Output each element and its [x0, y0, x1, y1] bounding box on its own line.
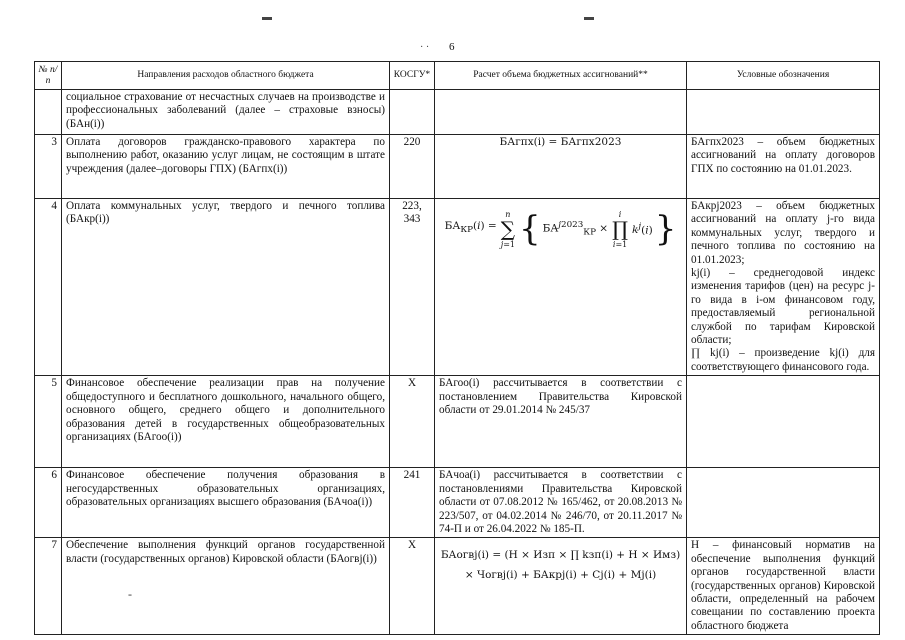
- row-calculation: БАчоа(i) рассчитывается в соответствии с постановлениями Правительства Кировской области от 07.08.2012 № 165/462, от 20.08.2013 № 223/507, от 04.02.2014 № 246/70, от 20.11.2017 № 74-П и от 26.04.2022 № 185-П.: [435, 468, 687, 538]
- scan-artifact: ▬: [584, 12, 594, 23]
- row-designations: [687, 90, 880, 135]
- table-row: [35, 538, 880, 635]
- row-direction: Обеспечение выполнения функций органов государственной власти (государственных органов) Кировской области (БАогвj(i)): [62, 538, 390, 635]
- row-calculation: [435, 90, 687, 135]
- row-number: 4: [35, 199, 62, 376]
- row-calculation: БАгоо(i) рассчитывается в соответствии с постановлением Правительства Кировской области от 29.01.2014 № 245/37: [435, 376, 687, 468]
- row-designations: Н – финансовый норматив на обеспечение выполнения функций органов государственной власти (государственных органов) Кировской области, определенный на рабочем совещании по составлению проекта областного бюджета: [687, 538, 880, 635]
- row-designations: [687, 376, 880, 468]
- header-direction: Направления расходов областного бюджета: [62, 62, 390, 90]
- scan-artifact: · ·: [420, 42, 430, 53]
- row-designations: [687, 468, 880, 538]
- row-direction: Оплата договоров гражданско-правового характера по выполнению работ, оказанию услуг лицам, не состоящим в штате учреждения (далее–договоры ГПХ) (БАгпх(i)): [62, 135, 390, 199]
- designation-item: ∏ kj(i) – произведение kj(i) для соответствующего финансового года.: [691, 347, 875, 373]
- table-row: [35, 199, 880, 376]
- designation-item: БАкрj2023 – объем бюджетных ассигнований на оплату j-го вида коммунальных услуг, твердого и печного топлива по состоянию на 01.01.2023;: [691, 200, 875, 266]
- table-row: [35, 90, 880, 135]
- scan-artifact: ▬: [262, 12, 272, 23]
- scan-artifact: -: [128, 587, 132, 601]
- row-designations: БАгпх2023 – объем бюджетных ассигнований на оплату договоров ГПХ по состоянию на 01.01.2023.: [687, 135, 880, 199]
- table-row: [35, 468, 880, 538]
- gph-formula: БАгпх(i) = БАгпх2023: [499, 136, 622, 148]
- organs-formula-line-2: × Чогвj(i) + БАкрj(i) + Сj(i) + Мj(i): [464, 568, 657, 581]
- row-calculation: [435, 199, 687, 376]
- row-number: [35, 90, 62, 135]
- row-number: 3: [35, 135, 62, 199]
- table-row: [35, 376, 880, 468]
- row-calculation: [435, 135, 687, 199]
- row-direction: социальное страхование от несчастных случаев на производстве и профессиональных заболеваний (далее – страховые взносы) (БАн(i)): [62, 90, 390, 135]
- header-kosgu: КОСГУ*: [390, 62, 435, 90]
- page-number: 6: [449, 41, 455, 53]
- row-kosgu: Х: [390, 538, 435, 635]
- row-kosgu: 241: [390, 468, 435, 538]
- header-number: № п/п: [35, 62, 62, 90]
- organs-formula-line-1: БАогвj(i) = (Н × Изп × ∏ kзп(i) + Н × Имз): [440, 549, 681, 562]
- row-kosgu: [390, 90, 435, 135]
- row-direction: Оплата коммунальных услуг, твердого и печного топлива (БАкр(i)): [62, 199, 390, 376]
- table-header-row: [35, 62, 880, 90]
- row-designations: [687, 199, 880, 376]
- utilities-formula: $БА_{КР}(i)$ = n ∑ j=1 { $БА^{j2023}_{КР}$ × i ∏ i=1 $k^j(i)$ }: [444, 209, 677, 249]
- row-direction: Финансовое обеспечение получения образования в негосударственных образовательных организациях, образовательных организациях высшего образования (БАчоа(i)): [62, 468, 390, 538]
- row-number: 5: [35, 376, 62, 468]
- row-number: 6: [35, 468, 62, 538]
- row-kosgu: Х: [390, 376, 435, 468]
- budget-table: [34, 61, 880, 635]
- row-direction: Финансовое обеспечение реализации прав на получение общедоступного и бесплатного дошкольного, начального общего, основного общего, среднего общего и дополнительного образования детей в государственных общеобразовательных организациях (БАгоо(i)): [62, 376, 390, 468]
- row-kosgu: 220: [390, 135, 435, 199]
- designation-item: kj(i) – среднегодовой индекс изменения тарифов (цен) на ресурс j-го вида в i-ом финансовом году, предоставляемый региональной службой по тарифам Кировской области;: [691, 267, 875, 347]
- header-designations: Условные обозначения: [687, 62, 880, 90]
- table-row: [35, 135, 880, 199]
- row-number: 7: [35, 538, 62, 635]
- header-calculation: Расчет объема бюджетных ассигнований**: [435, 62, 687, 90]
- row-calculation: [435, 538, 687, 635]
- row-kosgu: 223, 343: [390, 199, 435, 376]
